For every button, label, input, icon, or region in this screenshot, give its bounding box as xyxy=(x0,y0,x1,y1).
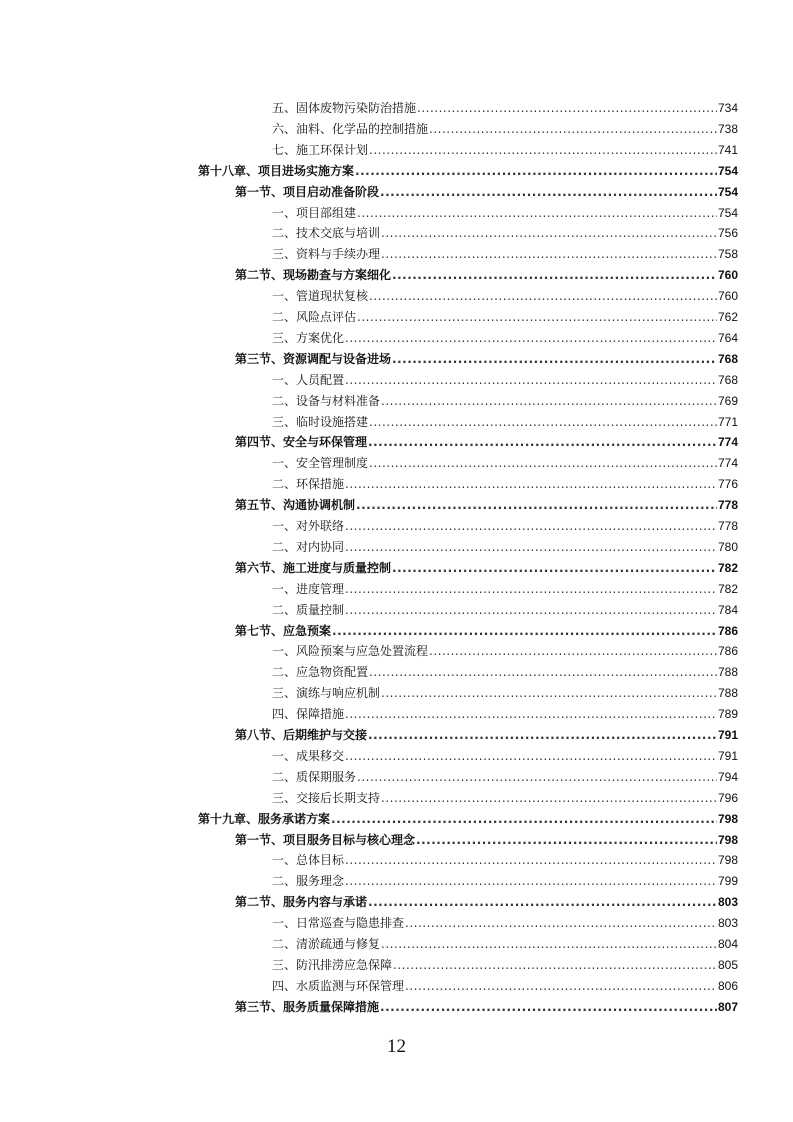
dot-leader xyxy=(369,142,717,158)
toc-item[interactable] xyxy=(272,931,738,952)
toc-section[interactable] xyxy=(235,722,738,743)
toc-entry-title: 三、防汛排涝应急保障 xyxy=(272,957,393,972)
toc-page-number: 786 xyxy=(717,623,738,638)
toc-item[interactable] xyxy=(272,910,738,931)
toc-item[interactable] xyxy=(272,785,738,806)
toc-entry-title: 二、质保期服务 xyxy=(272,769,357,784)
toc-section[interactable] xyxy=(235,994,738,1015)
toc-page-number: 760 xyxy=(717,268,738,283)
toc-page-number: 784 xyxy=(717,602,738,617)
toc-item[interactable] xyxy=(272,200,738,221)
dot-leader xyxy=(357,205,717,221)
toc-item[interactable] xyxy=(272,220,738,241)
toc-chapter[interactable] xyxy=(198,158,738,179)
page-number: 12 xyxy=(387,1036,406,1057)
toc-page-number: 778 xyxy=(717,498,738,513)
dot-leader xyxy=(368,727,717,743)
toc-item[interactable] xyxy=(272,116,738,137)
toc-entry-title: 第二节、服务内容与承诺 xyxy=(235,895,368,910)
toc-entry-title: 二、技术交底与培训 xyxy=(272,226,381,241)
dot-leader xyxy=(368,434,717,450)
toc-entry-title: 四、水质监测与环保管理 xyxy=(272,978,405,993)
toc-page-number: 762 xyxy=(717,310,738,324)
dot-leader xyxy=(355,163,717,179)
dot-leader xyxy=(332,623,717,639)
dot-leader xyxy=(369,414,717,430)
toc-item[interactable] xyxy=(272,868,738,889)
toc-item[interactable] xyxy=(272,471,738,492)
toc-entry-title: 一、成果移交 xyxy=(272,748,345,763)
toc-chapter[interactable] xyxy=(198,806,738,827)
dot-leader xyxy=(392,267,717,283)
dot-leader xyxy=(429,121,717,137)
dot-leader xyxy=(416,832,717,848)
toc-entry-title: 三、方案优化 xyxy=(272,330,345,345)
dot-leader xyxy=(345,518,717,534)
toc-entry-title: 二、对内协同 xyxy=(272,539,345,554)
toc-item[interactable] xyxy=(272,304,738,325)
toc-page-number: 788 xyxy=(717,665,738,680)
toc-entry-title: 三、资料与手续办理 xyxy=(272,247,381,262)
dot-leader xyxy=(405,915,717,931)
toc-entry-title: 四、保障措施 xyxy=(272,707,345,722)
toc-page-number: 799 xyxy=(717,874,738,889)
toc-item[interactable] xyxy=(272,409,738,430)
toc-page-number: 804 xyxy=(717,937,738,951)
toc-entry-title: 二、清淤疏通与修复 xyxy=(272,937,381,951)
toc-section[interactable] xyxy=(235,179,738,200)
toc-entry-title: 第五节、沟通协调机制 xyxy=(235,498,356,513)
toc-page-number: 791 xyxy=(717,748,738,763)
dot-leader xyxy=(331,811,717,827)
toc-page-number: 771 xyxy=(717,414,738,429)
toc-entry-title: 一、项目部组建 xyxy=(272,205,357,220)
toc-page-number: 803 xyxy=(717,895,738,910)
toc-item[interactable] xyxy=(272,680,738,701)
dot-leader xyxy=(345,539,717,555)
toc-item[interactable] xyxy=(272,367,738,388)
dot-leader xyxy=(392,351,717,367)
toc-page-number: 805 xyxy=(717,957,738,972)
toc-item[interactable] xyxy=(272,513,738,534)
dot-leader xyxy=(381,225,717,241)
toc-page-number: 803 xyxy=(717,916,738,931)
toc-item[interactable] xyxy=(272,576,738,597)
dot-leader xyxy=(369,664,717,680)
toc-page-number: 791 xyxy=(717,728,738,742)
toc-entry-title: 七、施工环保计划 xyxy=(272,142,369,157)
toc-entry-title: 第三节、服务质量保障措施 xyxy=(235,999,380,1014)
dot-leader xyxy=(345,330,717,346)
toc-entry-title: 一、人员配置 xyxy=(272,372,345,387)
dot-leader xyxy=(345,602,717,618)
toc-section[interactable] xyxy=(235,492,738,513)
toc-entry-title: 二、环保措施 xyxy=(272,477,345,492)
toc-item[interactable] xyxy=(272,952,738,973)
toc-section[interactable] xyxy=(235,346,738,367)
toc-page-number: 754 xyxy=(717,184,738,199)
toc-entry-title: 第一节、项目启动准备阶段 xyxy=(235,184,380,199)
dot-leader xyxy=(429,643,717,659)
toc-section[interactable] xyxy=(235,889,738,910)
toc-page-number: 798 xyxy=(717,853,738,868)
dot-leader xyxy=(417,100,717,116)
dot-leader xyxy=(345,476,717,492)
toc-page-number: 788 xyxy=(717,686,738,701)
dot-leader xyxy=(357,309,717,325)
toc-item[interactable] xyxy=(272,973,738,994)
toc-entry-title: 第六节、施工进度与质量控制 xyxy=(235,560,392,575)
toc-page-number: 760 xyxy=(717,289,738,304)
dot-leader xyxy=(405,978,717,994)
toc-page-number: 741 xyxy=(717,142,738,157)
toc-entry-title: 三、交接后长期支持 xyxy=(272,790,381,805)
toc-entry-title: 二、应急物资配置 xyxy=(272,665,369,680)
toc-section[interactable] xyxy=(235,555,738,576)
toc-item[interactable] xyxy=(272,241,738,262)
toc-page-number: 794 xyxy=(717,769,738,784)
toc-page-number: 776 xyxy=(717,477,738,492)
dot-leader xyxy=(345,706,717,722)
toc-page-number: 754 xyxy=(717,205,738,220)
toc-entry-title: 二、风险点评估 xyxy=(272,310,357,324)
toc-page-number: 774 xyxy=(717,435,738,450)
dot-leader xyxy=(381,936,717,952)
dot-leader xyxy=(380,184,717,200)
toc-item[interactable] xyxy=(272,638,738,659)
toc-page-number: 754 xyxy=(717,163,738,178)
toc-page-number: 786 xyxy=(717,644,738,659)
toc-entry-title: 三、演练与响应机制 xyxy=(272,686,381,701)
dot-leader xyxy=(345,873,717,889)
dot-leader xyxy=(368,894,717,910)
toc-page-number: 796 xyxy=(717,790,738,805)
toc-page-number: 789 xyxy=(717,707,738,722)
toc-item[interactable] xyxy=(272,847,738,868)
dot-leader xyxy=(345,852,717,868)
toc-entry-title: 一、总体目标 xyxy=(272,853,345,868)
dot-leader xyxy=(356,497,717,513)
toc-entry-title: 一、安全管理制度 xyxy=(272,456,369,471)
toc-item[interactable] xyxy=(272,450,738,471)
toc-page-number: 780 xyxy=(717,539,738,554)
toc-entry-title: 第二节、现场勘查与方案细化 xyxy=(235,268,392,283)
toc-page-number: 778 xyxy=(717,519,738,533)
dot-leader xyxy=(381,685,717,701)
dot-leader xyxy=(345,581,717,597)
toc-page-number: 764 xyxy=(717,330,738,345)
toc-entry-title: 第十八章、项目进场实施方案 xyxy=(198,163,355,178)
toc-entry-title: 二、设备与材料准备 xyxy=(272,393,381,408)
toc-page-number: 798 xyxy=(717,832,738,847)
toc-entry-title: 二、质量控制 xyxy=(272,602,345,617)
toc-page-number: 758 xyxy=(717,247,738,262)
toc-entry-title: 五、固体废物污染防治措施 xyxy=(272,101,417,115)
toc-item[interactable] xyxy=(272,283,738,304)
dot-leader xyxy=(380,999,717,1015)
toc-page-number: 798 xyxy=(717,811,738,826)
toc-section[interactable] xyxy=(235,827,738,848)
toc-section[interactable] xyxy=(235,429,738,450)
dot-leader xyxy=(381,393,717,409)
toc-item[interactable] xyxy=(272,701,738,722)
toc-page-number: 756 xyxy=(717,226,738,241)
dot-leader xyxy=(345,748,717,764)
dot-leader xyxy=(357,769,717,785)
toc-page-number: 774 xyxy=(717,456,738,471)
toc-entry-title: 第十九章、服务承诺方案 xyxy=(198,811,331,826)
dot-leader xyxy=(381,790,717,806)
toc-entry-title: 一、日常巡查与隐患排查 xyxy=(272,916,405,931)
toc-item[interactable] xyxy=(272,659,738,680)
dot-leader xyxy=(393,957,717,973)
toc-entry-title: 一、管道现状复核 xyxy=(272,289,369,304)
toc-item[interactable] xyxy=(272,137,738,158)
toc-page-number: 807 xyxy=(717,999,738,1014)
toc-entry-title: 六、油料、化学品的控制措施 xyxy=(272,121,429,136)
toc-page-number: 782 xyxy=(717,560,738,575)
toc-entry-title: 第一节、项目服务目标与核心理念 xyxy=(235,832,416,847)
dot-leader xyxy=(369,455,717,471)
toc-item[interactable] xyxy=(272,95,738,116)
dot-leader xyxy=(345,372,717,388)
toc-entry-title: 第四节、安全与环保管理 xyxy=(235,435,368,450)
toc-section[interactable] xyxy=(235,262,738,283)
toc-page-number: 782 xyxy=(717,581,738,596)
toc-item[interactable] xyxy=(272,597,738,618)
toc-section[interactable] xyxy=(235,618,738,639)
toc-entry-title: 一、进度管理 xyxy=(272,581,345,596)
toc-item[interactable] xyxy=(272,388,738,409)
dot-leader xyxy=(381,246,717,262)
toc-page-number: 806 xyxy=(717,978,738,993)
toc-entry-title: 第八节、后期维护与交接 xyxy=(235,728,368,742)
dot-leader xyxy=(392,560,717,576)
toc-entry-title: 三、临时设施搭建 xyxy=(272,414,369,429)
toc-page-number: 738 xyxy=(717,121,738,136)
toc-item[interactable] xyxy=(272,743,738,764)
dot-leader xyxy=(369,288,717,304)
toc-entry-title: 一、风险预案与应急处置流程 xyxy=(272,644,429,659)
toc-page-number: 768 xyxy=(717,351,738,366)
toc-entry-title: 一、对外联络 xyxy=(272,519,345,533)
toc-entry-title: 第七节、应急预案 xyxy=(235,623,332,638)
toc-item[interactable] xyxy=(272,325,738,346)
toc-page-number: 734 xyxy=(717,101,738,115)
toc-entry-title: 二、服务理念 xyxy=(272,874,345,889)
toc-item[interactable] xyxy=(272,764,738,785)
toc-item[interactable] xyxy=(272,534,738,555)
toc-entry-title: 第三节、资源调配与设备进场 xyxy=(235,351,392,366)
toc-page-number: 769 xyxy=(717,393,738,408)
toc-page-number: 768 xyxy=(717,372,738,387)
